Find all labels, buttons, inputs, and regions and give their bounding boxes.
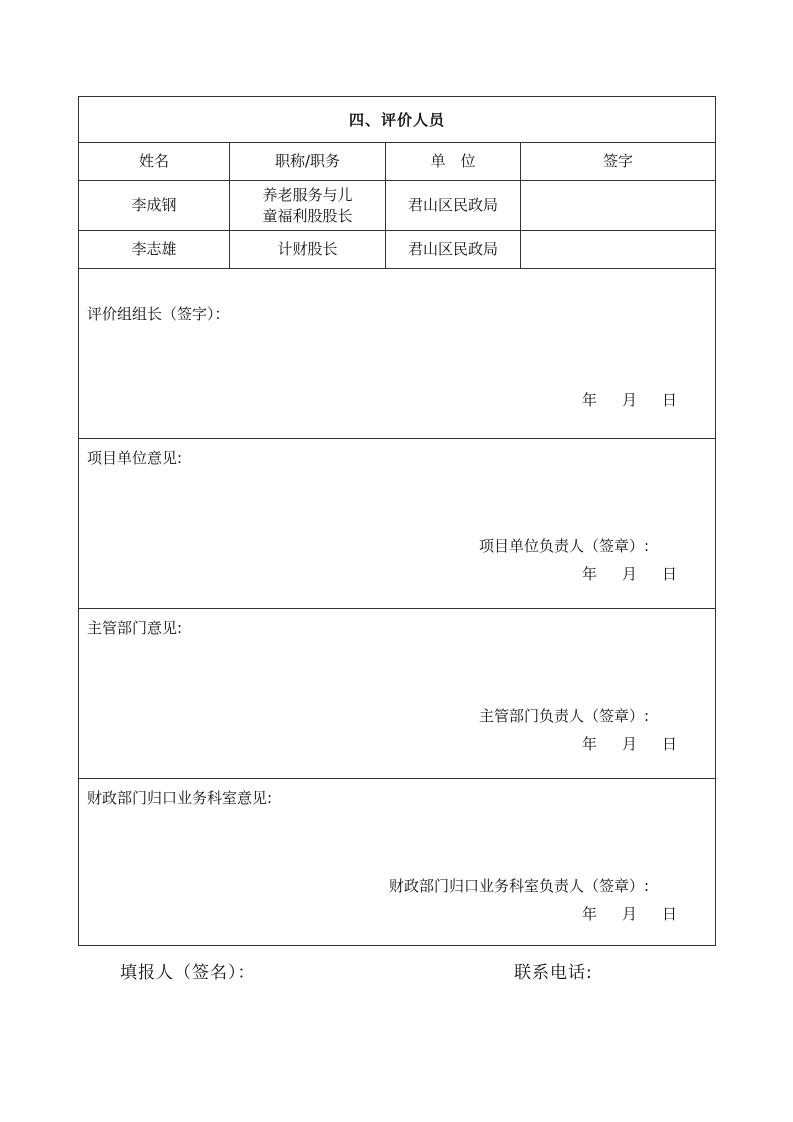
table-row	[79, 181, 715, 231]
supervisor-sign-label: 主管部门负责人（签章）:	[478, 707, 649, 725]
group-leader-block[interactable]	[79, 269, 715, 439]
date-day: 日	[661, 735, 677, 753]
date-day: 日	[661, 391, 677, 409]
personnel-table	[79, 143, 715, 269]
supervisor-block[interactable]	[79, 609, 715, 779]
contact-phone-label: 联系电话:	[514, 963, 593, 983]
project-unit-block[interactable]	[79, 439, 715, 609]
person-name: 李志雄	[79, 231, 230, 268]
person-title-line: 童福利股股长	[262, 206, 353, 225]
person-title-line: 养老服务与儿	[262, 185, 353, 204]
table-header-row	[79, 143, 715, 181]
header-signature: 签字	[602, 152, 633, 170]
finance-label: 财政部门归口业务科室意见:	[87, 789, 273, 807]
person-title	[230, 181, 386, 230]
date-month: 月	[621, 735, 637, 753]
date-line	[582, 903, 677, 924]
project-unit-label: 项目单位意见:	[87, 449, 183, 467]
signature-cell[interactable]	[521, 231, 715, 268]
finance-block[interactable]	[79, 779, 715, 945]
date-month: 月	[621, 391, 637, 409]
person-unit: 君山区民政局	[386, 181, 521, 230]
group-leader-label: 评价组组长（签字）：	[87, 305, 230, 323]
signature-cell[interactable]	[521, 181, 715, 230]
evaluation-form	[78, 96, 716, 946]
header-title: 职称/职务	[230, 143, 386, 180]
person-unit: 君山区民政局	[386, 231, 521, 268]
date-year: 年	[582, 565, 598, 583]
table-row	[79, 231, 715, 269]
date-year: 年	[582, 735, 598, 753]
header-unit: 单 位	[386, 143, 521, 180]
supervisor-label: 主管部门意见:	[87, 619, 183, 637]
date-line	[582, 563, 677, 584]
date-day: 日	[661, 565, 677, 583]
person-title: 计财股长	[230, 231, 386, 268]
section-title: 四、评价人员	[79, 97, 715, 143]
header-name: 姓名	[79, 143, 230, 180]
date-day: 日	[661, 905, 677, 923]
date-year: 年	[582, 391, 598, 409]
finance-sign-label: 财政部门归口业务科室负责人（签章）:	[388, 877, 649, 895]
filler-signature-label: 填报人（签名）：	[120, 963, 256, 983]
person-name: 李成钢	[79, 181, 230, 230]
date-line	[582, 733, 677, 754]
date-month: 月	[621, 565, 637, 583]
project-unit-sign-label: 项目单位负责人（签章）:	[478, 537, 649, 555]
date-month: 月	[621, 905, 637, 923]
date-year: 年	[582, 905, 598, 923]
date-line	[582, 389, 677, 410]
